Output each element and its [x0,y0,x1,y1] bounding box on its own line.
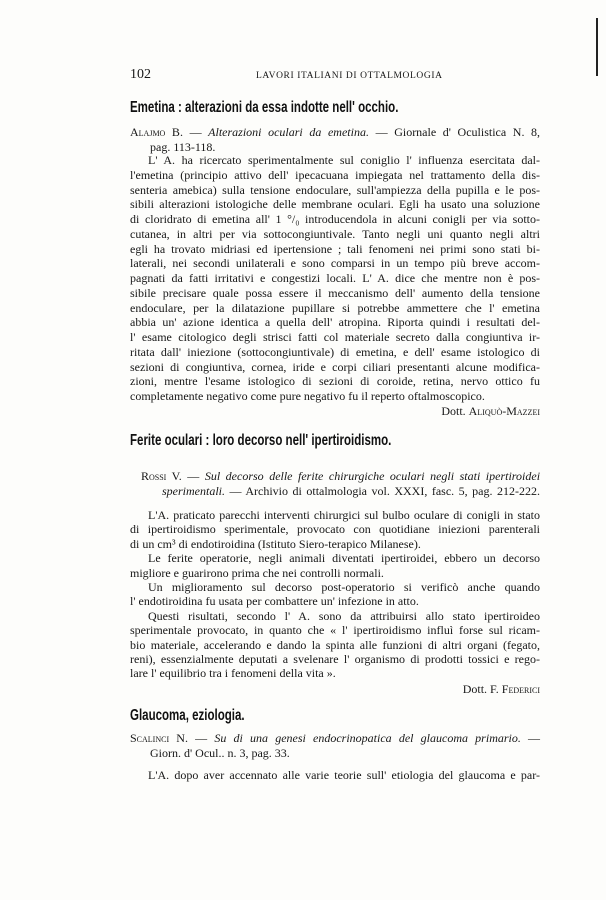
citation [130,125,540,155]
signature-prefix: Dott. [441,403,466,418]
citation-line [130,125,540,140]
citation-dash: — [229,483,242,498]
text-line: reni), essenzialmente deputati a svelenare l' organismo di prodotti tossici e rego- [130,651,540,666]
text-line: Un miglioramento sul decorso post-operatorio si verificò anche quando [148,579,540,594]
citation-pages: pag. 113-118. [150,139,216,154]
citation-dash: — [375,124,388,139]
text-line: endoculare, per la dilatazione pupillare si potrebbe ammettere che l' emetina [130,300,540,315]
citation-author: Scalinci N. [130,730,188,745]
section-heading: Glaucoma, eziologia. [130,707,245,724]
text-line: cutanea, in altri per via sottocongiuntivale. Tanto negli uni quanto negli altri [130,226,540,241]
text-line: abbia un' azione identica a quella dell' atropina. Riporta quindi i resultati del- [130,315,540,330]
text-line: L'A. praticato parecchi interventi chirurgici sul bulbo oculare di conigli in stato [148,508,540,522]
text-line: migliore e guarirono prima che nei controlli normali. [130,565,384,580]
text-line: l' endotiroidina fu usata per combattere un' infezione in atto. [130,594,419,609]
text-line: L' A. ha ricercato sperimentalmente sul coniglio l' influenza esercitata dal- [148,153,540,167]
review-body [130,508,540,681]
review-body [130,153,540,404]
signature-name: Aliquò-Mazzei [468,403,540,418]
scan-edge-mark [596,18,598,76]
citation-line [130,746,540,761]
text-line: Questi risultati, secondo l' A. sono da attribuirsi allo stato ipertiroideo [148,608,540,623]
citation-source: Giorn. d' Ocul.. n. 3, pag. 33. [150,745,290,760]
text-line: pagnati da fatti irritativi e congestizi locali. L' A. dice che mentre non è pos- [130,271,540,285]
text-line: sezioni di congiuntiva, cornea, iride e corpi ciliari presentanti alcune modifica- [130,359,540,374]
citation-line [130,469,540,484]
running-head: LAVORI ITALIANI DI OTTALMOLOGIA [256,71,443,81]
text-line: lare l' equilibrio tra i fenomeni della vita ». [130,666,336,681]
text-line: di un cm³ di endotiroidina (Istituto Siero-terapico Milanese). [130,536,421,551]
text-line: ritata dall' iniezione (sottocongiuntivale) di emetina, e dell' esame istologico di [130,344,540,359]
text-line: bio materiale, accelerando e dando la spinta alle funzioni di altri organi (fegato, [130,637,540,652]
citation-title: Sul decorso delle ferite chirurgiche oculari negli stati ipertiroidei [204,468,541,483]
section-heading: Ferite oculari : loro decorso nell' ipertiroidismo. [130,432,392,449]
citation [130,731,540,761]
section-heading: Emetina : alterazioni da essa indotte nell' occhio. [130,99,399,116]
text-line: senteria amebica) sulla tensione endoculare, sull'ampiezza della pupilla e le pos- [130,182,540,197]
signature-name: Federici [501,681,540,696]
citation-title: sperimentali. [162,483,225,498]
citation-title: Alterazioni oculari da emetina. [208,124,369,139]
text-line: Le ferite operatorie, negli animali diventati ipertiroidei, ebbero un decorso [148,551,540,566]
citation-source: Giornale d' Oculistica N. 8, [394,124,541,139]
reviewer-signature [130,404,540,419]
reviewer-signature [130,682,540,697]
text-line: zioni, mentre l'esame istologico di sezioni di coroide, retina, nervo ottico fu [130,374,540,389]
citation-author: Rossi V. [141,468,182,483]
citation-dash: — [195,730,208,745]
review-body [130,768,540,783]
signature-prefix: Dott. F. [462,681,499,696]
text-line: completamente negativo come pure negativo fu il reperto oftalmoscopico. [130,389,485,403]
text-line: sibili alterazioni istologiche delle membrane oculari. Egli ha usato una soluzione [130,197,540,212]
citation-dash: — [189,124,202,139]
text-line: di cloridrato di emetina all' 1 °/₀ introducendola in alcuni conigli per via sotto- [130,212,540,226]
citation-author: Alajmo B. [130,124,183,139]
citation-line [130,484,540,499]
text-line: di ipertiroidismo sperimentale, provocato con quotidiane iniezioni parenterali [130,522,540,537]
citation-dash: — [528,730,541,745]
citation-dash: — [187,468,200,483]
text-line: l' esame citologico degli strisci fatti col materiale secreto dalla congiuntiva ir- [130,330,540,344]
text-line: laterali, nei secondi unilaterali e sono comparsi in un tempo più breve accom- [130,256,540,271]
text-line: sibile precisare quale possa essere il meccanismo dell' aumento della tensione [130,285,540,300]
text-line: L'A. dopo aver accennato alle varie teorie sull' etiologia del glaucoma e par- [148,767,540,782]
text-line: egli ha trovato midriasi ed ipertensione ; tali fenomeni nei primi sono stati bi- [130,241,540,256]
citation-line [130,731,540,746]
page-number: 102 [130,67,151,82]
citation-source: Archivio di ottalmologia vol. XXXI, fasc. 5, pag. 212-222. [245,483,540,498]
citation-title: Su di una genesi endocrinopatica del glaucoma primario. [214,730,521,745]
citation [130,469,540,499]
text-line: sperimentale provocato, in quanto che « l' ipertiroidismo influì forse sul ricam- [130,623,540,638]
text-line: l'emetina (principio attivo dell' ipecacuana impiegata nel trattamento della dis- [130,167,540,182]
